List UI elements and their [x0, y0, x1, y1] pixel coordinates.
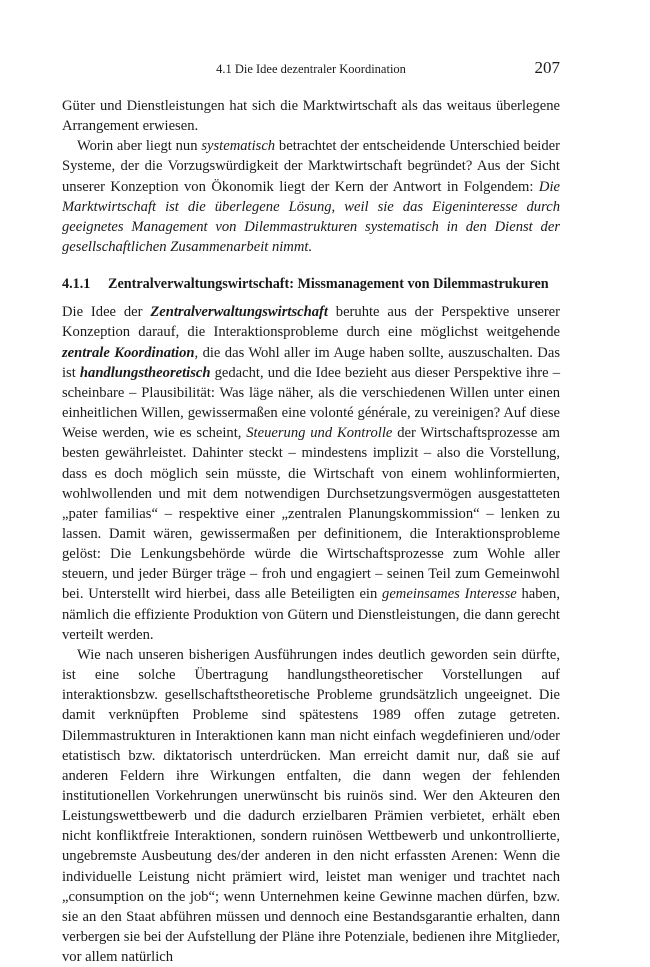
section-number: 4.1.1	[62, 276, 91, 293]
running-head	[62, 58, 560, 78]
section-heading	[62, 274, 560, 294]
text-run: beruhte aus der Perspektive unserer Konzeption darauf, die Interaktionsprobleme durch eine möglichst weitgehende	[62, 304, 561, 341]
text-run: Güter und Dienstleistungen hat sich die Marktwirtschaft als das weitaus überlegene Arrangement erwiesen.	[62, 98, 560, 135]
paragraph-4	[62, 645, 560, 967]
text-run: betrachtet der entscheidende Unterschied beider Systeme, der die Vorzugswürdigkeit der Marktwirtschaft begründet? Aus der Sicht unserer Konzeption von Ökonomik liegt der Kern der Antwort in Folgendem:	[62, 138, 560, 195]
text-run: gedacht, und die Idee bezieht aus dieser Perspektive ihre – scheinbare – Plausibilität: Was läge näher, als die verschiedenen Willen unter einen einheitlichen Willen, gewissermaßen eine volonté générale, zu vereinigen? Auf diese Weise werden, wie es scheint,	[62, 364, 560, 442]
text-run: Wie nach unseren bisherigen Ausführungen indes deutlich geworden sein dürfte, ist eine solche Übertragung handlungstheoretischer Vorstellungen auf interaktionsbzw. gesellschaftstheoretische Probleme grundsätzlich ungeeignet. Die damit verknüpften Probleme sind spätestens 1989 offen zutage getreten. Dilemmastrukturen in Interaktionen kann man nicht einfach wegdefinieren und/oder etatistisch bzw. diktatorisch unterdrücken. Man erreicht damit nur, daß sie auf anderen Feldern ihre Wirkungen entfalten, die dann wegen der fehlenden institutionellen Vorkehrungen unerwünscht bis ruinös sind. Wer den Akteuren den Leistungswettbewerb und die dadurch erzielbaren Prämien verbietet, erhält eben nicht konfliktfreie Interaktionen, sondern ruinösen Wettbewerb und unkontrollierte, ungebremste Ausbeutung des/der anderen in den nicht erfassten Arenen: Wenn die individuelle Leistung nicht prämiert wird, leistet man weniger und trachtet nach „consumption on the job“; wenn Unternehmen keine Gewinne machen dürfen, bzw. sie an den Staat abführen müssen und dennoch eine Bestandsgarantie erhalten, dann verbergen sie bei der Aufstellung der Pläne ihre Potenziale, bedienen ihre Mitglieder, vor allem natürlich	[62, 646, 560, 966]
paragraph-1	[62, 96, 560, 136]
emphasis: systematisch	[201, 138, 276, 155]
section-title: Zentralverwaltungswirtschaft: Missmanagement von Dilemmastrukuren	[108, 276, 549, 293]
emphasis: gemeinsames Interesse	[382, 586, 517, 603]
text-run: Worin aber liegt nun	[77, 138, 202, 155]
body-text	[62, 96, 560, 967]
page-number: 207	[534, 58, 560, 77]
emphasis: Steuerung und Kontrolle	[246, 425, 393, 442]
text-run: haben, nämlich die effiziente Produktion von Gütern und Dienstleistungen, die dann gerecht verteilt werden.	[62, 586, 560, 643]
text-run: der Wirtschaftsprozesse am besten gewährleistet. Dahinter steckt – mindestens implizit – also die Vorstellung, dass es doch möglich sein müsste, die Wirtschaft von einem wohlinformierten, wohlwollenden und mit dem notwendigen Durchsetzungsvermögen ausgestatteten „pater familias“ – respektive einer „zentralen Planungskommission“ – lenken zu lassen. Damit wären, gewissermaßen per definitionem, die Interaktionsprobleme gelöst: Die Lenkungsbehörde würde die Wirtschaftsprozesse zum Wohle aller steuern, und jeder Bürger träge – froh und engagiert – seinen Teil zum Gemeinwohl bei. Unterstellt wird hierbei, dass alle Beteiligten ein	[62, 425, 560, 603]
bold-italic-term: zentrale Koordination	[62, 344, 195, 361]
text-run: , die das Wohl aller im Auge haben sollte, auszuschalten. Das ist	[62, 344, 560, 381]
paragraph-3	[62, 302, 560, 645]
thesis-statement: Die Marktwirtschaft ist die überlegene Lösung, weil sie das Eigeninteresse durch geeignetes Management von Dilemmastrukturen systematisch in den Dienst der gesellschaftlichen Zusammenarbeit nimmt.	[62, 178, 560, 256]
bold-italic-term: Zentralverwaltungswirtschaft	[150, 304, 328, 321]
text-run: Die Idee der	[62, 304, 151, 321]
running-head-title: 4.1 Die Idee dezentraler Koordination	[216, 62, 406, 76]
paragraph-2	[62, 136, 560, 257]
bold-italic-term: handlungstheoretisch	[79, 364, 211, 381]
